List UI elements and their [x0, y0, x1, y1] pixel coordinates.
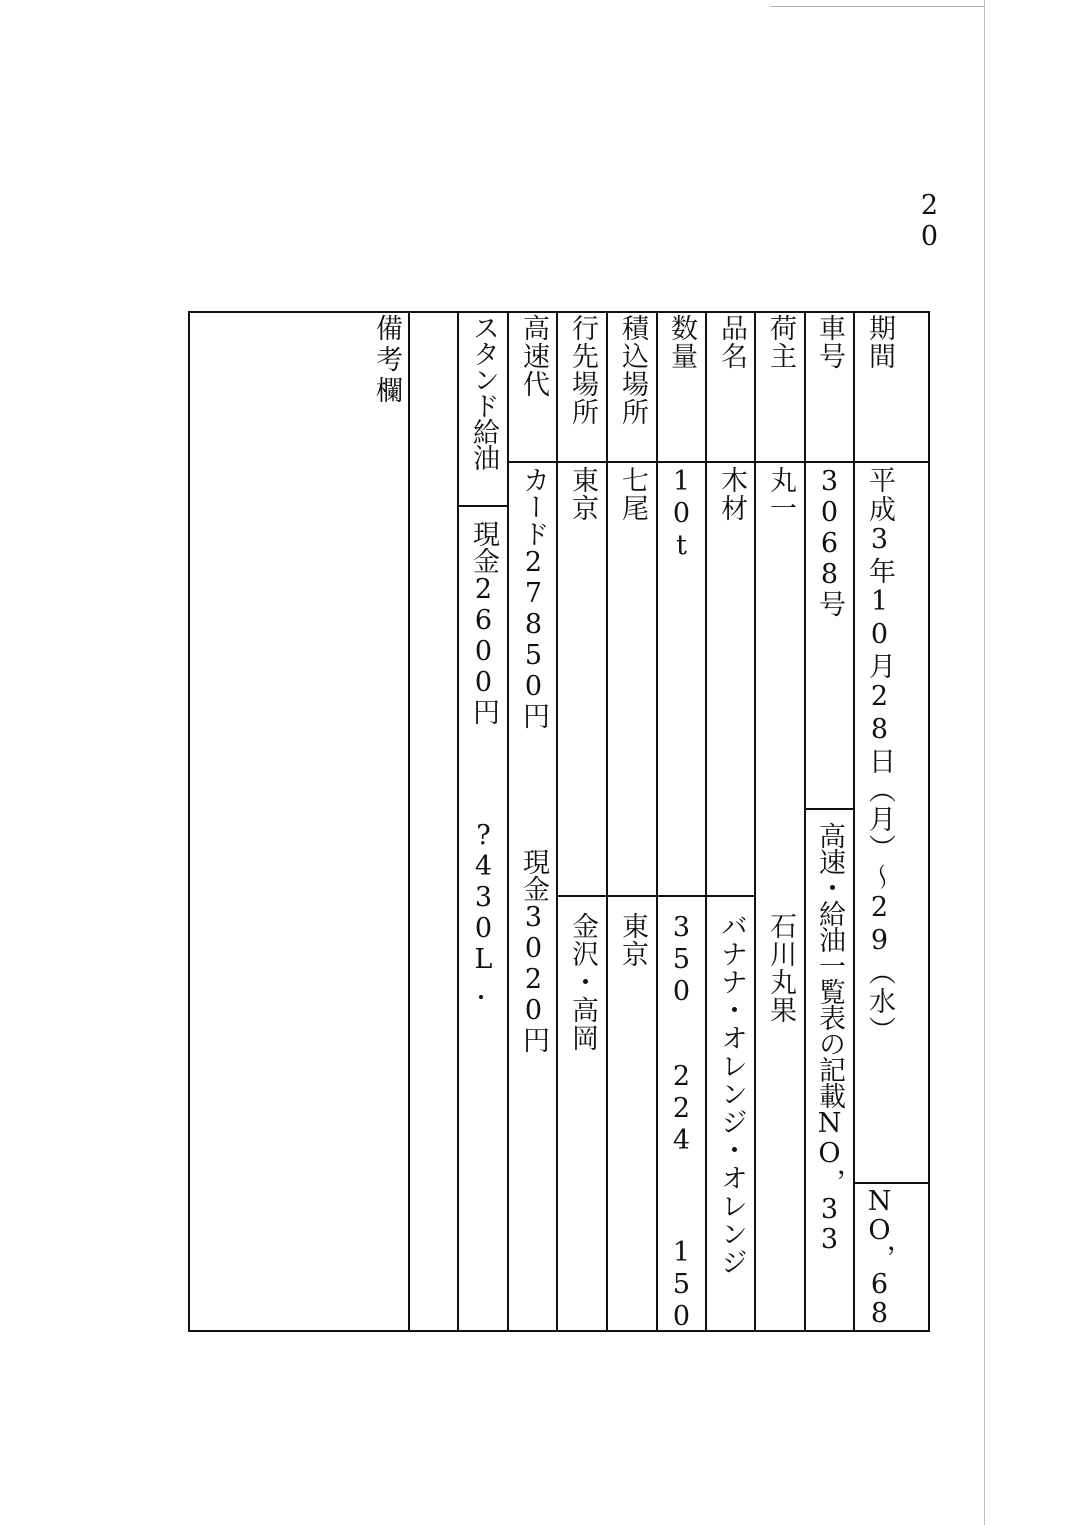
col-divider [556, 311, 558, 1332]
header-toll: 高速代 [518, 314, 549, 398]
period-note: NO，68 [864, 1186, 895, 1327]
vehicle-note: 高速・給油一覧表の記載NO，33 [814, 822, 845, 1254]
destination-value-2: 金沢・高岡 [567, 912, 598, 1052]
item-value-1: 木材 [716, 466, 747, 522]
destination-value-1: 東京 [567, 466, 598, 522]
item-value-2: バナナ・オレンジ・オレンジ [716, 912, 747, 1276]
header-period: 期間 [864, 314, 895, 370]
header-vehicle: 車号 [814, 314, 845, 370]
header-separator [507, 461, 930, 463]
toll-value-2: 現金3020円 [518, 848, 549, 1053]
quantity-value-3: 224 [666, 1061, 697, 1157]
table-left-border [188, 311, 190, 1332]
col-divider [408, 311, 410, 1332]
quantity-value-1: 10t [666, 466, 697, 562]
stray-dot-mark [479, 995, 483, 999]
page-number: 20 [914, 190, 945, 252]
fuel-header-separator [457, 505, 509, 507]
quantity-value-4: 150 [666, 1237, 697, 1333]
loading-place-value-2: 東京 [617, 912, 648, 968]
loading-place-value-1: 七尾 [617, 466, 648, 522]
record-separator [556, 895, 756, 897]
header-shipper: 荷主 [765, 314, 796, 370]
fuel-value-1: 現金2600円 [468, 520, 499, 725]
period-value: 平成3年10月28日（月）～29（水） [864, 466, 895, 1045]
quantity-value-2: 350 [666, 912, 697, 1008]
table-top-border [188, 311, 930, 313]
header-destination: 行先場所 [567, 314, 598, 426]
col-divider [656, 311, 658, 1332]
header-loading-place: 積込場所 [617, 314, 648, 426]
header-quantity: 数量 [666, 314, 697, 370]
header-item: 品名 [716, 314, 747, 370]
col-divider [507, 311, 509, 1332]
shipper-value-2: 石川丸果 [765, 912, 796, 1024]
fuel-value-2: ?430L [468, 820, 499, 975]
col-divider [457, 311, 459, 1332]
toll-value-1: カード27850円 [518, 466, 549, 729]
header-fuel: スタンド給油 [468, 314, 499, 470]
header-remarks: 備考欄 [371, 314, 402, 407]
col-divider [606, 311, 608, 1332]
table-right-border [928, 311, 930, 1332]
vehicle-value: 3068号 [814, 466, 845, 617]
col-divider [754, 311, 756, 1332]
shipper-value-1: 丸一 [765, 466, 796, 522]
col-divider [705, 311, 707, 1332]
